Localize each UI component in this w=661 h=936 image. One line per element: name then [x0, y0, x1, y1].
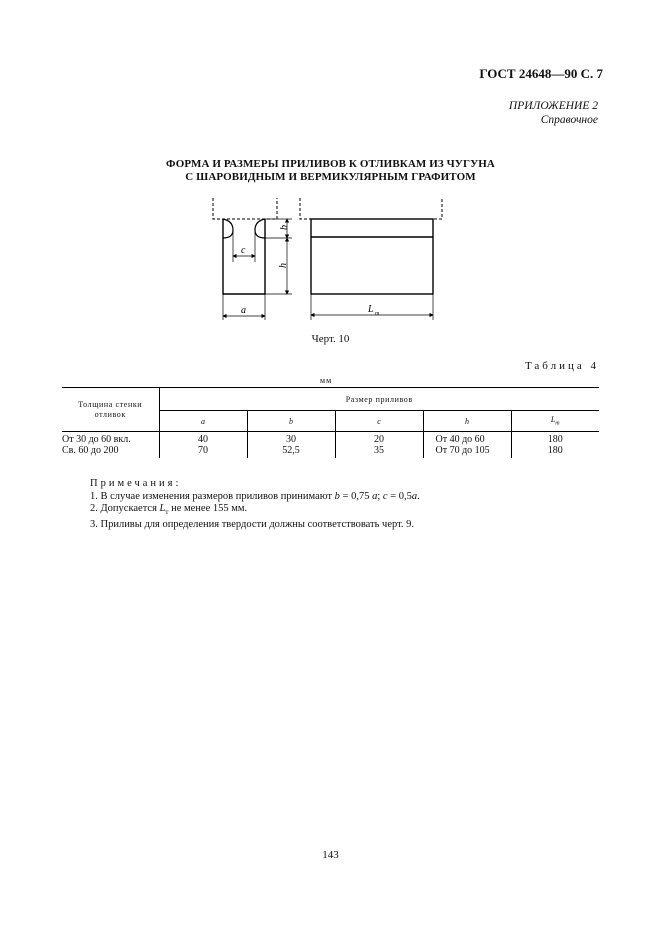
note-1-a: a	[372, 490, 378, 502]
note-1-text: 1. В случае изменения размеров приливов принимают	[90, 490, 335, 502]
header-h: h	[423, 411, 511, 432]
left-view	[213, 198, 292, 320]
note-1-sep: ;	[377, 490, 383, 502]
right-view	[300, 198, 442, 320]
header-c: c	[335, 411, 423, 432]
label-h: h	[278, 263, 289, 268]
cell-L-r1: 180	[547, 434, 563, 445]
appendix-label	[509, 99, 598, 127]
cell-h-r2: От 70 до 105	[435, 445, 490, 456]
header-wall-thickness: Толщина стенки отливок	[62, 388, 159, 432]
cell-h-r1: От 40 до 60	[435, 434, 485, 445]
notes-heading: Примечания:	[90, 478, 182, 489]
cell-a-r2: 70	[198, 445, 208, 456]
dimensions-table	[62, 387, 599, 458]
note-1-end: .	[417, 490, 420, 502]
cell-thickness-r1: От 30 до 60 вкл.	[62, 434, 131, 445]
note-2-L: L	[159, 503, 166, 514]
appendix-title: ПРИЛОЖЕНИЕ 2	[508, 100, 598, 112]
note-2-start: 2. Допускается	[90, 503, 160, 514]
label-b: b	[279, 225, 290, 230]
drawing-caption: Черт. 10	[311, 333, 350, 345]
header-b: b	[247, 411, 335, 432]
cell-thickness	[62, 432, 159, 459]
note-1	[90, 491, 420, 504]
cell-L	[511, 432, 599, 459]
title-line-1: ФОРМА И РАЗМЕРЫ ПРИЛИВОВ К ОТЛИВКАМ ИЗ ЧУГУНА	[166, 158, 495, 170]
title-line-2: С ШАРОВИДНЫМ И ВЕРМИКУЛЯРНЫМ ГРАФИТОМ	[185, 171, 476, 183]
cell-L-r2: 180	[547, 445, 563, 456]
note-3: 3. Приливы для определения твердости должны соответствовать черт. 9.	[90, 518, 415, 530]
note-1-mid: = 0,75	[339, 490, 373, 502]
note-1-a2: a	[411, 490, 418, 502]
table-label: Таблица 4	[524, 360, 599, 372]
cell-h	[423, 432, 511, 459]
appendix-subtitle: Справочное	[540, 114, 598, 126]
cell-a-r1: 40	[198, 434, 208, 445]
note-2-L-sub: т	[165, 508, 169, 517]
cell-c	[335, 432, 423, 459]
note-2	[90, 503, 420, 519]
cell-a	[159, 432, 247, 459]
cell-c-r1: 20	[374, 434, 384, 445]
document-header: ГОСТ 24648—90 С. 7	[479, 66, 603, 81]
cell-thickness-r2: Св. 60 до 200	[62, 445, 119, 456]
note-1-b: b	[334, 490, 340, 502]
label-L: L	[368, 304, 374, 315]
label-L-sub: т	[375, 311, 380, 317]
note-2-end: не менее 155 мм.	[168, 503, 248, 514]
header-a: a	[159, 411, 247, 432]
header-L-sub: т	[555, 420, 560, 427]
cell-b-r2: 52,5	[282, 445, 300, 456]
header-boss-size: Размер приливов	[159, 388, 599, 411]
page-number: 143	[322, 849, 339, 861]
table-row	[62, 432, 599, 459]
note-1-c: c	[382, 490, 388, 502]
cell-b	[247, 432, 335, 459]
label-a: a	[241, 305, 246, 316]
header-L-main: L	[550, 415, 556, 425]
cell-b-r1: 30	[286, 434, 296, 445]
note-1-mid2: = 0,5	[387, 490, 412, 502]
label-c: c	[241, 245, 246, 256]
page-title	[0, 158, 661, 184]
table-unit: мм	[320, 376, 333, 385]
cell-c-r2: 35	[374, 445, 384, 456]
header-L	[511, 411, 599, 432]
technical-drawing	[200, 186, 460, 326]
notes	[90, 478, 420, 531]
